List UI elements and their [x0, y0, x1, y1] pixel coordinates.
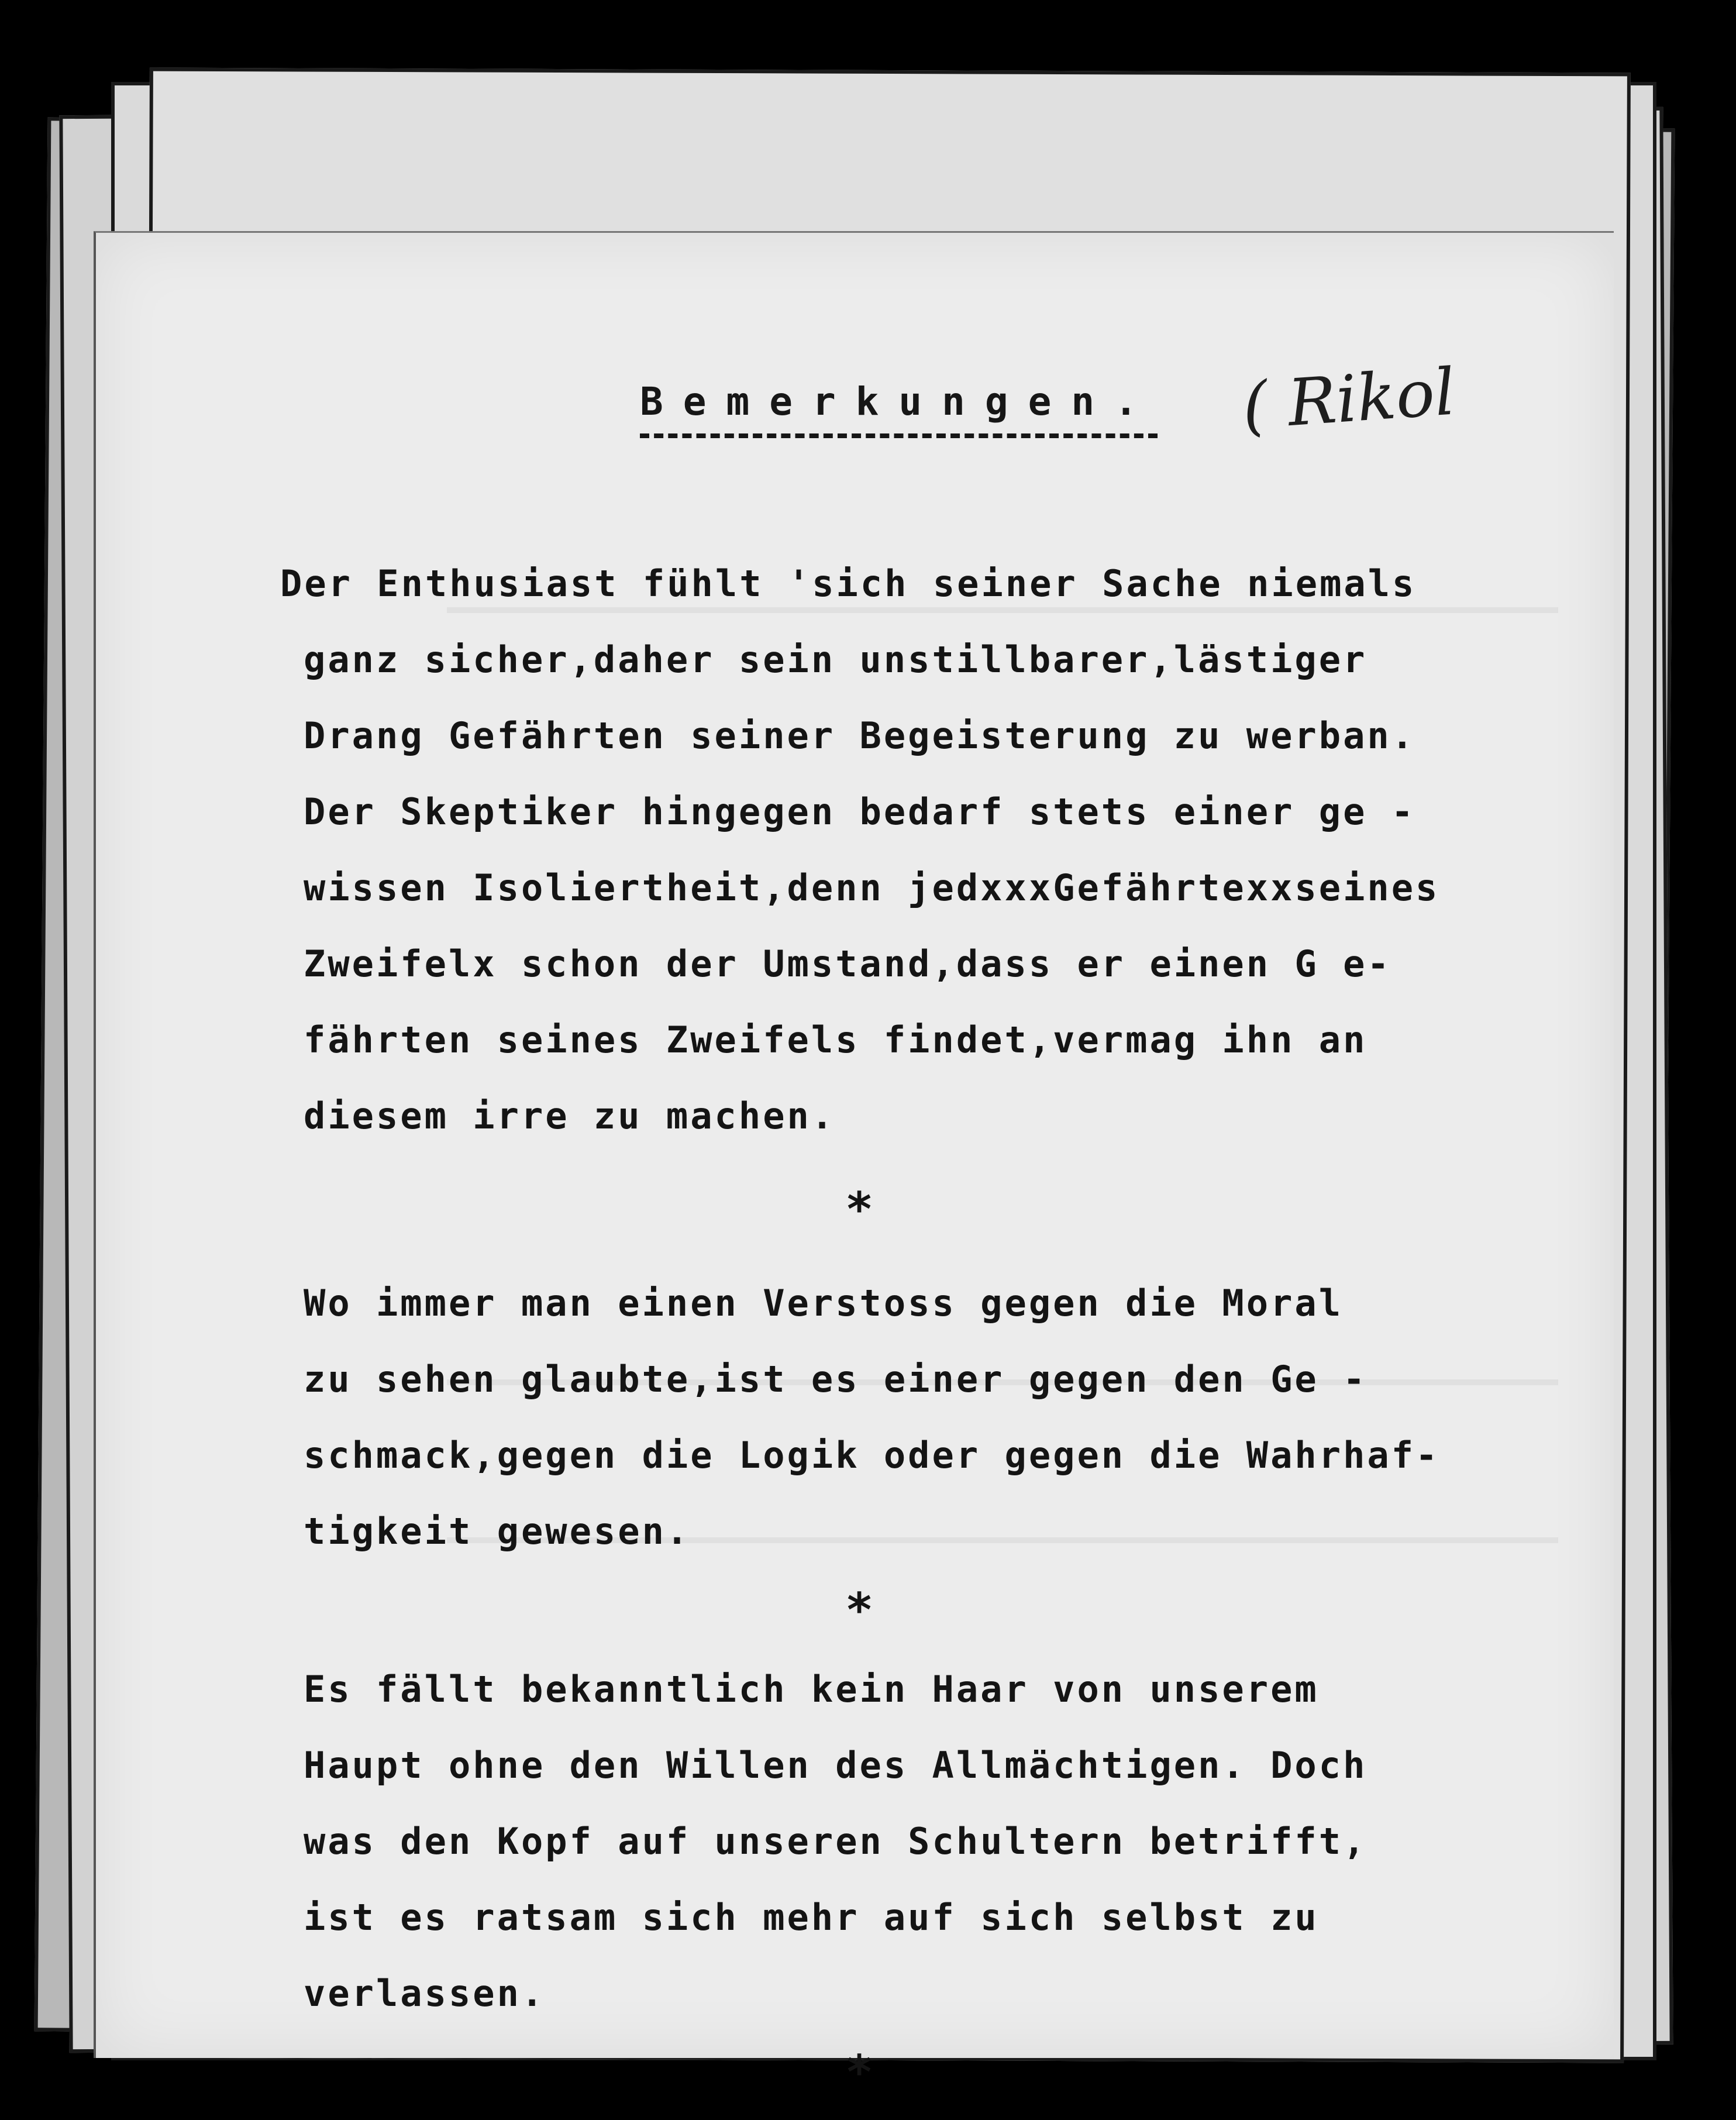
text-line: ist es ratsam sich mehr auf sich selbst zu	[304, 1896, 1319, 1939]
text-line: Der Enthusiast fühlt 'sich seiner Sache niemals	[280, 562, 1417, 605]
paragraph-enthusiast	[280, 546, 1532, 1154]
section-separator: *	[847, 1182, 872, 1237]
text-line: verlassen.	[304, 1972, 546, 2015]
text-line: Wo immer man einen Verstoss gegen die Moral	[304, 1282, 1344, 1324]
page-title: Bemerkungen.	[640, 379, 1158, 438]
section-separator: *	[847, 2045, 872, 2100]
text-line: zu sehen glaubte,ist es einer gegen den Ge -	[304, 1358, 1368, 1400]
text-line: ganz sicher,daher sein unstillbarer,lästiger	[304, 638, 1368, 681]
paragraph-moral	[304, 1265, 1532, 1570]
document-body	[280, 546, 1532, 2114]
text-line: wissen Isoliertheit,denn jedxxxGefährtexxseines	[304, 866, 1440, 909]
text-line: Zweifelx schon der Umstand,dass er einen G e-	[304, 942, 1391, 985]
text-line: Haupt ohne den Willen des Allmächtigen. Doch	[304, 1744, 1368, 1787]
text-line: Drang Gefährten seiner Begeisterung zu werban.	[304, 714, 1416, 757]
text-line: diesem irre zu machen.	[304, 1095, 836, 1137]
text-line: Es fällt bekanntlich kein Haar von unserem	[304, 1668, 1319, 1711]
paragraph-haar	[304, 1651, 1532, 2032]
text-line: Der Skeptiker hingegen bedarf stets einer ge -	[304, 790, 1416, 833]
text-line: schmack,gegen die Logik oder gegen die Wahrhaf-	[304, 1434, 1440, 1477]
section-separator: *	[847, 1583, 872, 1637]
text-line: was den Kopf auf unseren Schultern betrifft,	[304, 1820, 1368, 1863]
text-line: fährten seines Zweifels findet,vermag ihn an	[304, 1018, 1368, 1061]
text-line: tigkeit gewesen.	[304, 1510, 691, 1553]
handwritten-annotation: ( Rikol	[1239, 354, 1458, 444]
typewritten-page	[94, 231, 1614, 2100]
